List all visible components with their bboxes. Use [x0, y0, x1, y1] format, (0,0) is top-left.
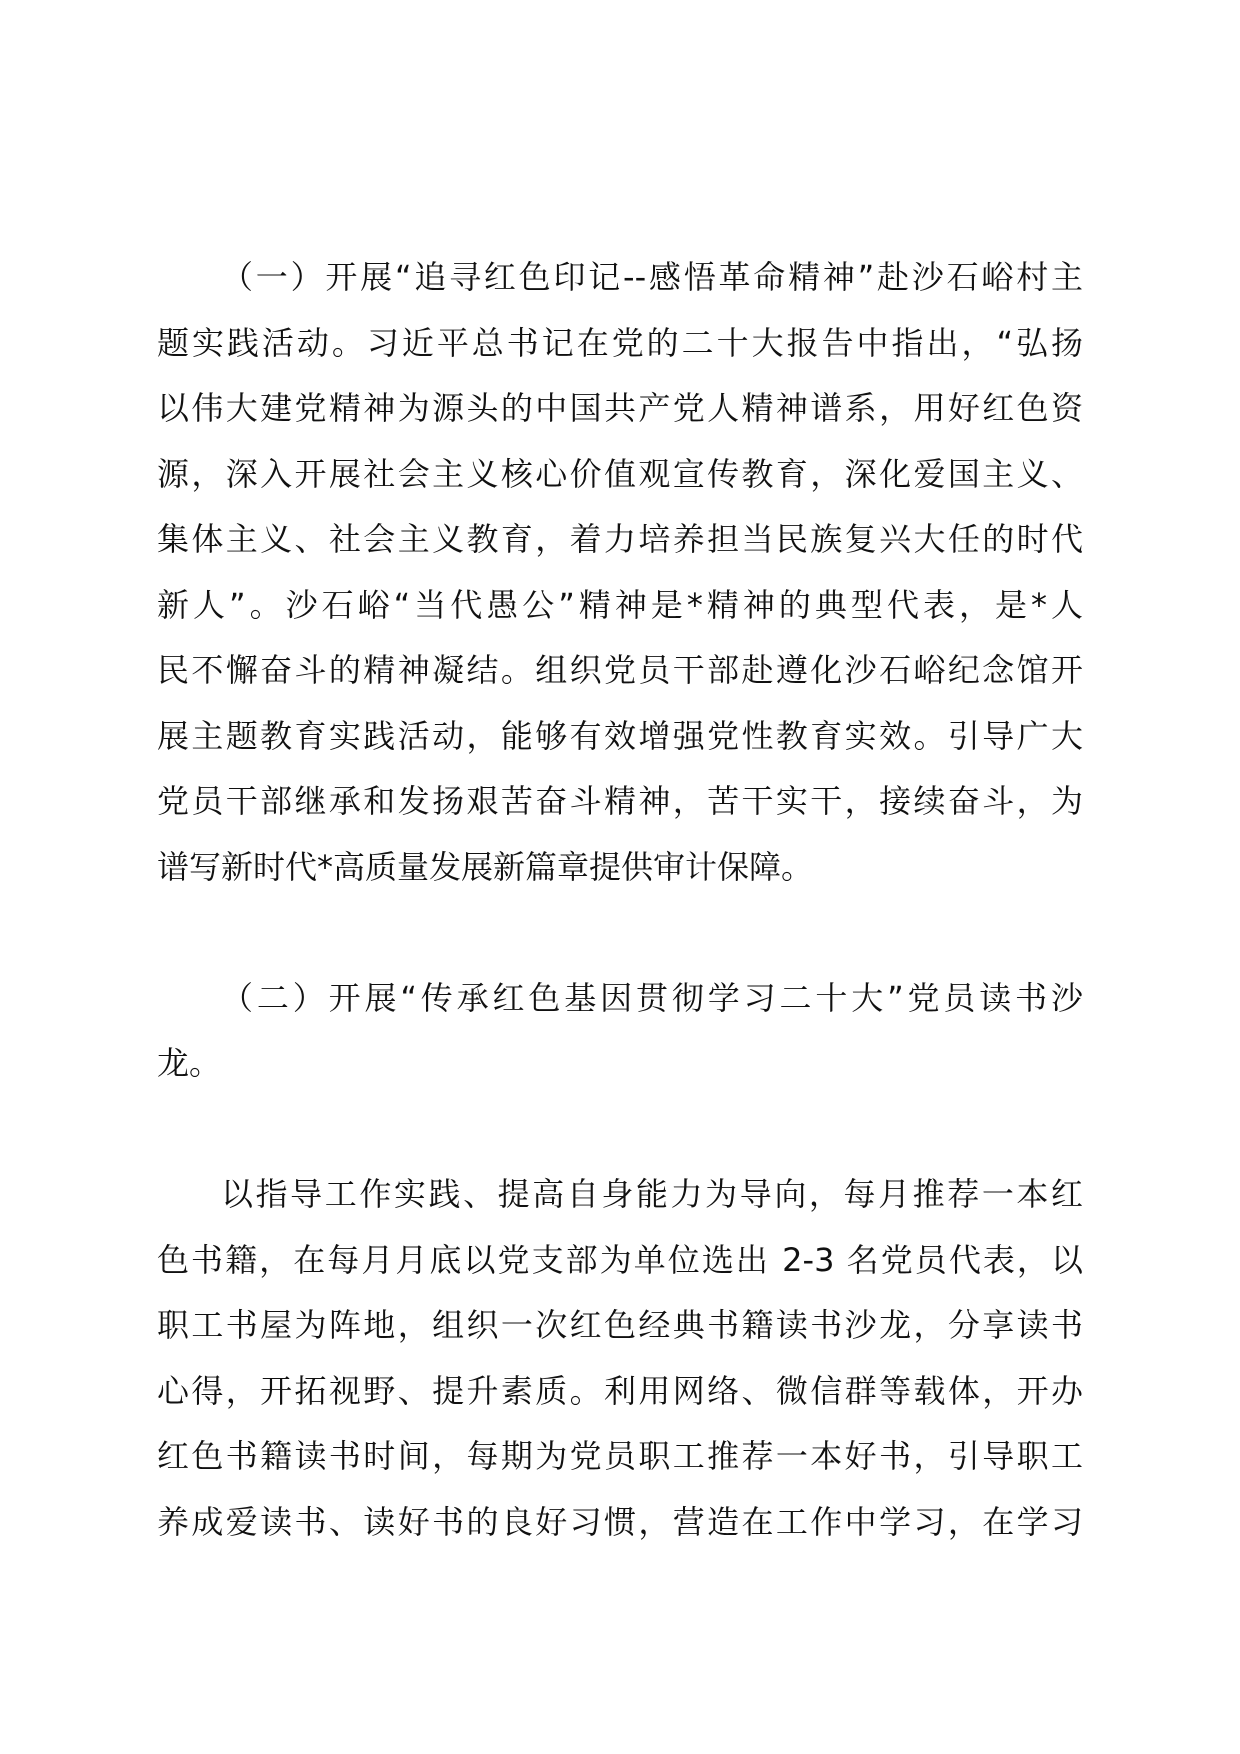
paragraph-line: 以指导工作实践、提高自身能力为导向，每月推荐一本红	[221, 1175, 1083, 1213]
paragraph-line: 以伟大建党精神为源头的中国共产党人精神谱系，用好红色资	[157, 389, 1083, 427]
document-body	[157, 245, 1083, 1555]
paragraph-line: 职工书屋为阵地，组织一次红色经典书籍读书沙龙，分享读书	[157, 1306, 1083, 1344]
paragraph-line: 民不懈奋斗的精神凝结。组织党员干部赴遵化沙石峪纪念馆开	[157, 651, 1083, 689]
paragraph-line: 集体主义、社会主义教育，着力培养担当民族复兴大任的时代	[157, 520, 1083, 558]
paragraph-line: 养成爱读书、读好书的良好习惯，营造在工作中学习，在学习	[157, 1502, 1083, 1541]
paragraph-line: 新人”。沙石峪“当代愚公”精神是*精神的典型代表，是*人	[157, 585, 1083, 624]
paragraph-activity-two-heading	[157, 966, 1083, 1097]
paragraph-line: 谱写新时代*高质量发展新篇章提供审计保障。	[157, 847, 814, 886]
paragraph-line: 题实践活动。习近平总书记在党的二十大报告中指出，“弘扬	[157, 323, 1083, 362]
paragraph-line: （一）开展“追寻红色印记--感悟革命精神”赴沙石峪村主	[221, 258, 1083, 296]
paragraph-activity-two-body	[157, 1162, 1083, 1555]
paragraph-line: 红色书籍读书时间，每期为党员职工推荐一本好书，引导职工	[157, 1437, 1083, 1475]
paragraph-line: 龙。	[157, 1044, 222, 1082]
paragraph-activity-one	[157, 245, 1083, 900]
paragraph-line: 党员干部继承和发扬艰苦奋斗精神，苦干实干，接续奋斗，为	[157, 782, 1083, 820]
paragraph-line: 心得，开拓视野、提升素质。利用网络、微信群等载体，开办	[157, 1371, 1083, 1410]
paragraph-line: 色书籍，在每月月底以党支部为单位选出 2-3 名党员代表，以	[157, 1240, 1083, 1279]
blank-line	[157, 1097, 1083, 1163]
paragraph-line: （二）开展“传承红色基因贯彻学习二十大”党员读书沙	[221, 978, 1083, 1017]
paragraph-line: 展主题教育实践活动，能够有效增强党性教育实效。引导广大	[157, 716, 1083, 755]
paragraph-line: 源，深入开展社会主义核心价值观宣传教育，深化爱国主义、	[157, 454, 1083, 493]
blank-line	[157, 900, 1083, 966]
